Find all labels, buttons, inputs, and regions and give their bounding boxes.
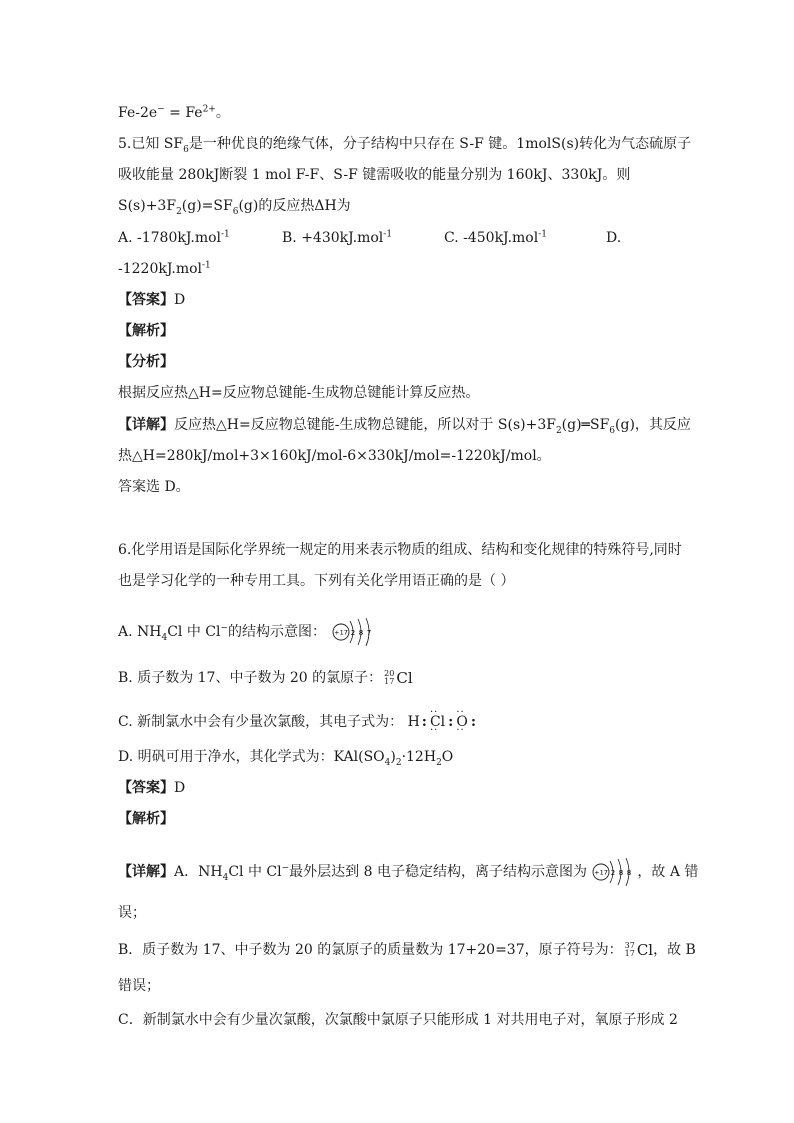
sub: 4: [222, 872, 229, 883]
lone-pair: :: [470, 714, 476, 730]
mass-number: 37: [624, 941, 635, 950]
text: ，故 A 错: [637, 864, 699, 880]
text: O: [441, 749, 454, 765]
shell-count: 2: [350, 629, 355, 637]
text: 。: [215, 105, 230, 121]
sub: 2: [395, 757, 402, 768]
shell-count: 7: [366, 629, 371, 637]
q6-answer: [118, 778, 185, 798]
text: C. 新制氯水中会有少量次氯酸，其电子式为：: [118, 714, 404, 730]
nuclide-notation: [384, 670, 394, 686]
cl-ion-structure-diagram: [331, 617, 377, 647]
text: A. -1780kJ.mol: [118, 230, 222, 246]
text: ·12H: [401, 749, 437, 765]
q5-option-a: [118, 228, 230, 248]
text: 最外层达到 8 电子稳定结构，离子结构示意图为: [289, 864, 587, 880]
q6-detail-b-line1: [118, 940, 696, 960]
text: ): [390, 749, 396, 765]
mass-number: 20: [384, 669, 395, 678]
q5-conclusion: 答案选 D。: [118, 479, 190, 495]
sup: -1: [221, 229, 230, 240]
q6-option-b: [118, 668, 413, 688]
sup: -1: [202, 260, 211, 271]
text: (g)=SF: [181, 198, 233, 214]
text: A．NH: [174, 864, 223, 880]
sub: 6: [183, 144, 189, 155]
atomic-number: 17: [384, 677, 395, 686]
sub: 6: [609, 425, 616, 436]
text: B. +430kJ.mol: [282, 230, 384, 246]
text: (g)═SF: [561, 417, 610, 433]
sub: 6: [232, 206, 239, 217]
sub: 4: [161, 632, 168, 643]
element-symbol: Cl: [636, 941, 654, 959]
q6-detail-a-line1: [118, 857, 698, 887]
atom-h: H: [407, 714, 420, 730]
text: 是一种优良的绝缘气体，分子结构中只存在 S-F 键。1molS(s)转化为气态硫原子: [188, 136, 692, 152]
shell-count: 8: [627, 869, 632, 877]
sup: -1: [383, 229, 393, 240]
q6-option-a: [118, 617, 377, 647]
text: A. NH: [118, 624, 162, 640]
text: Cl 中 Cl: [228, 864, 282, 880]
element-symbol: Cl: [396, 669, 413, 687]
sub: 2: [555, 425, 562, 436]
q6-analysis-tag: 【解析】: [118, 811, 174, 827]
q5-option-c: [444, 228, 547, 248]
q5-detail-line1: [118, 415, 691, 435]
text: 5.已知 SF: [118, 136, 184, 152]
q6-option-d: [118, 747, 453, 767]
text: = Fe: [164, 105, 203, 121]
sup: −: [220, 623, 229, 634]
q5-option-b: [282, 228, 392, 248]
text: Cl 中 Cl: [167, 624, 221, 640]
text: 反应热△H=反应物总键能-生成物总键能，所以对于 S(s)+3F: [174, 417, 556, 433]
shell-count: 8: [619, 869, 624, 877]
text: B. 质子数为 17、中子数为 20 的氯原子：: [118, 670, 383, 686]
q5-stem-line2: 吸收能量 280kJ断裂 1 mol F-F、S-F 键需吸收的能量分别为 160kJ、330kJ。则: [118, 167, 631, 183]
text: 【详解】: [118, 864, 174, 880]
text: D. 明矾可用于净水，其化学式为：KAl(SO: [118, 749, 385, 765]
q6-option-c: [118, 712, 478, 732]
sub: 2: [176, 206, 182, 217]
sub: 2: [436, 757, 442, 768]
cl-ion-structure-diagram-correct: [591, 857, 637, 887]
text: ，故 B: [653, 942, 696, 958]
sup: −: [281, 863, 290, 874]
q4-tail-line: [118, 103, 230, 123]
text: 【答案】: [118, 780, 174, 796]
text: 的结构示意图：: [228, 624, 327, 640]
nucleus-label: +17: [333, 628, 348, 637]
q5-fenxi-text: 根据反应热△H=反应物总键能-生成物总键能计算反应热。: [118, 385, 480, 401]
q6-detail-c-line1: C．新制氯水中会有少量次氯酸，次氯酸中氯原子只能形成 1 对共用电子对，氧原子形成 2: [118, 1012, 678, 1028]
text: D: [174, 780, 186, 796]
text: -1220kJ.mol: [118, 261, 202, 277]
nucleus-label: +17: [594, 868, 609, 877]
q5-stem-line1: [118, 134, 691, 154]
q6-detail-a-line2: 误；: [118, 905, 146, 921]
q5-stem-line3: [118, 196, 351, 216]
text: D: [174, 292, 186, 308]
text: (g)的反应热ΔH为: [238, 198, 351, 214]
sup: −: [157, 104, 165, 115]
text: C. -450kJ.mol: [444, 230, 539, 246]
shared-pair: :: [448, 714, 454, 730]
q6-detail-b-line2: 错误；: [118, 978, 160, 994]
atom-o: ·· O ··: [455, 712, 468, 732]
text: Fe-2e: [118, 105, 158, 121]
text: (g)，其反应: [615, 417, 691, 433]
text: S(s)+3F: [118, 198, 177, 214]
shell-count: 2: [611, 869, 616, 877]
text: 【详解】: [118, 417, 174, 433]
q5-analysis-tag: 【解析】: [118, 323, 174, 339]
sup: 2+: [202, 104, 216, 115]
text: 【答案】: [118, 292, 174, 308]
sup: -1: [538, 229, 547, 240]
text: B．质子数为 17、中子数为 20 的氯原子的质量数为 17+20=37，原子符号为：: [118, 942, 623, 958]
q5-answer: [118, 290, 185, 310]
q5-detail-line2: 热△H=280kJ/mol+3×160kJ/mol-6×330kJ/mol=-1220kJ/mol。: [118, 448, 551, 464]
q5-option-d-value: [118, 259, 211, 279]
q5-fenxi-tag: 【分析】: [118, 354, 174, 370]
nuclide-notation: [625, 942, 635, 958]
atomic-number: 17: [624, 949, 635, 958]
shell-count: 8: [358, 629, 363, 637]
atom-cl: ·· Cl ··: [429, 712, 446, 732]
shared-pair: :: [421, 714, 427, 730]
q6-stem-line1: 6.化学用语是国际化学界统一规定的用来表示物质的组成、结构和变化规律的特殊符号,同时: [118, 542, 682, 558]
q6-stem-line2: 也是学习化学的一种专用工具。下列有关化学用语正确的是（ ）: [118, 573, 515, 589]
sub: 4: [384, 757, 391, 768]
q5-option-d: D.: [606, 230, 622, 246]
